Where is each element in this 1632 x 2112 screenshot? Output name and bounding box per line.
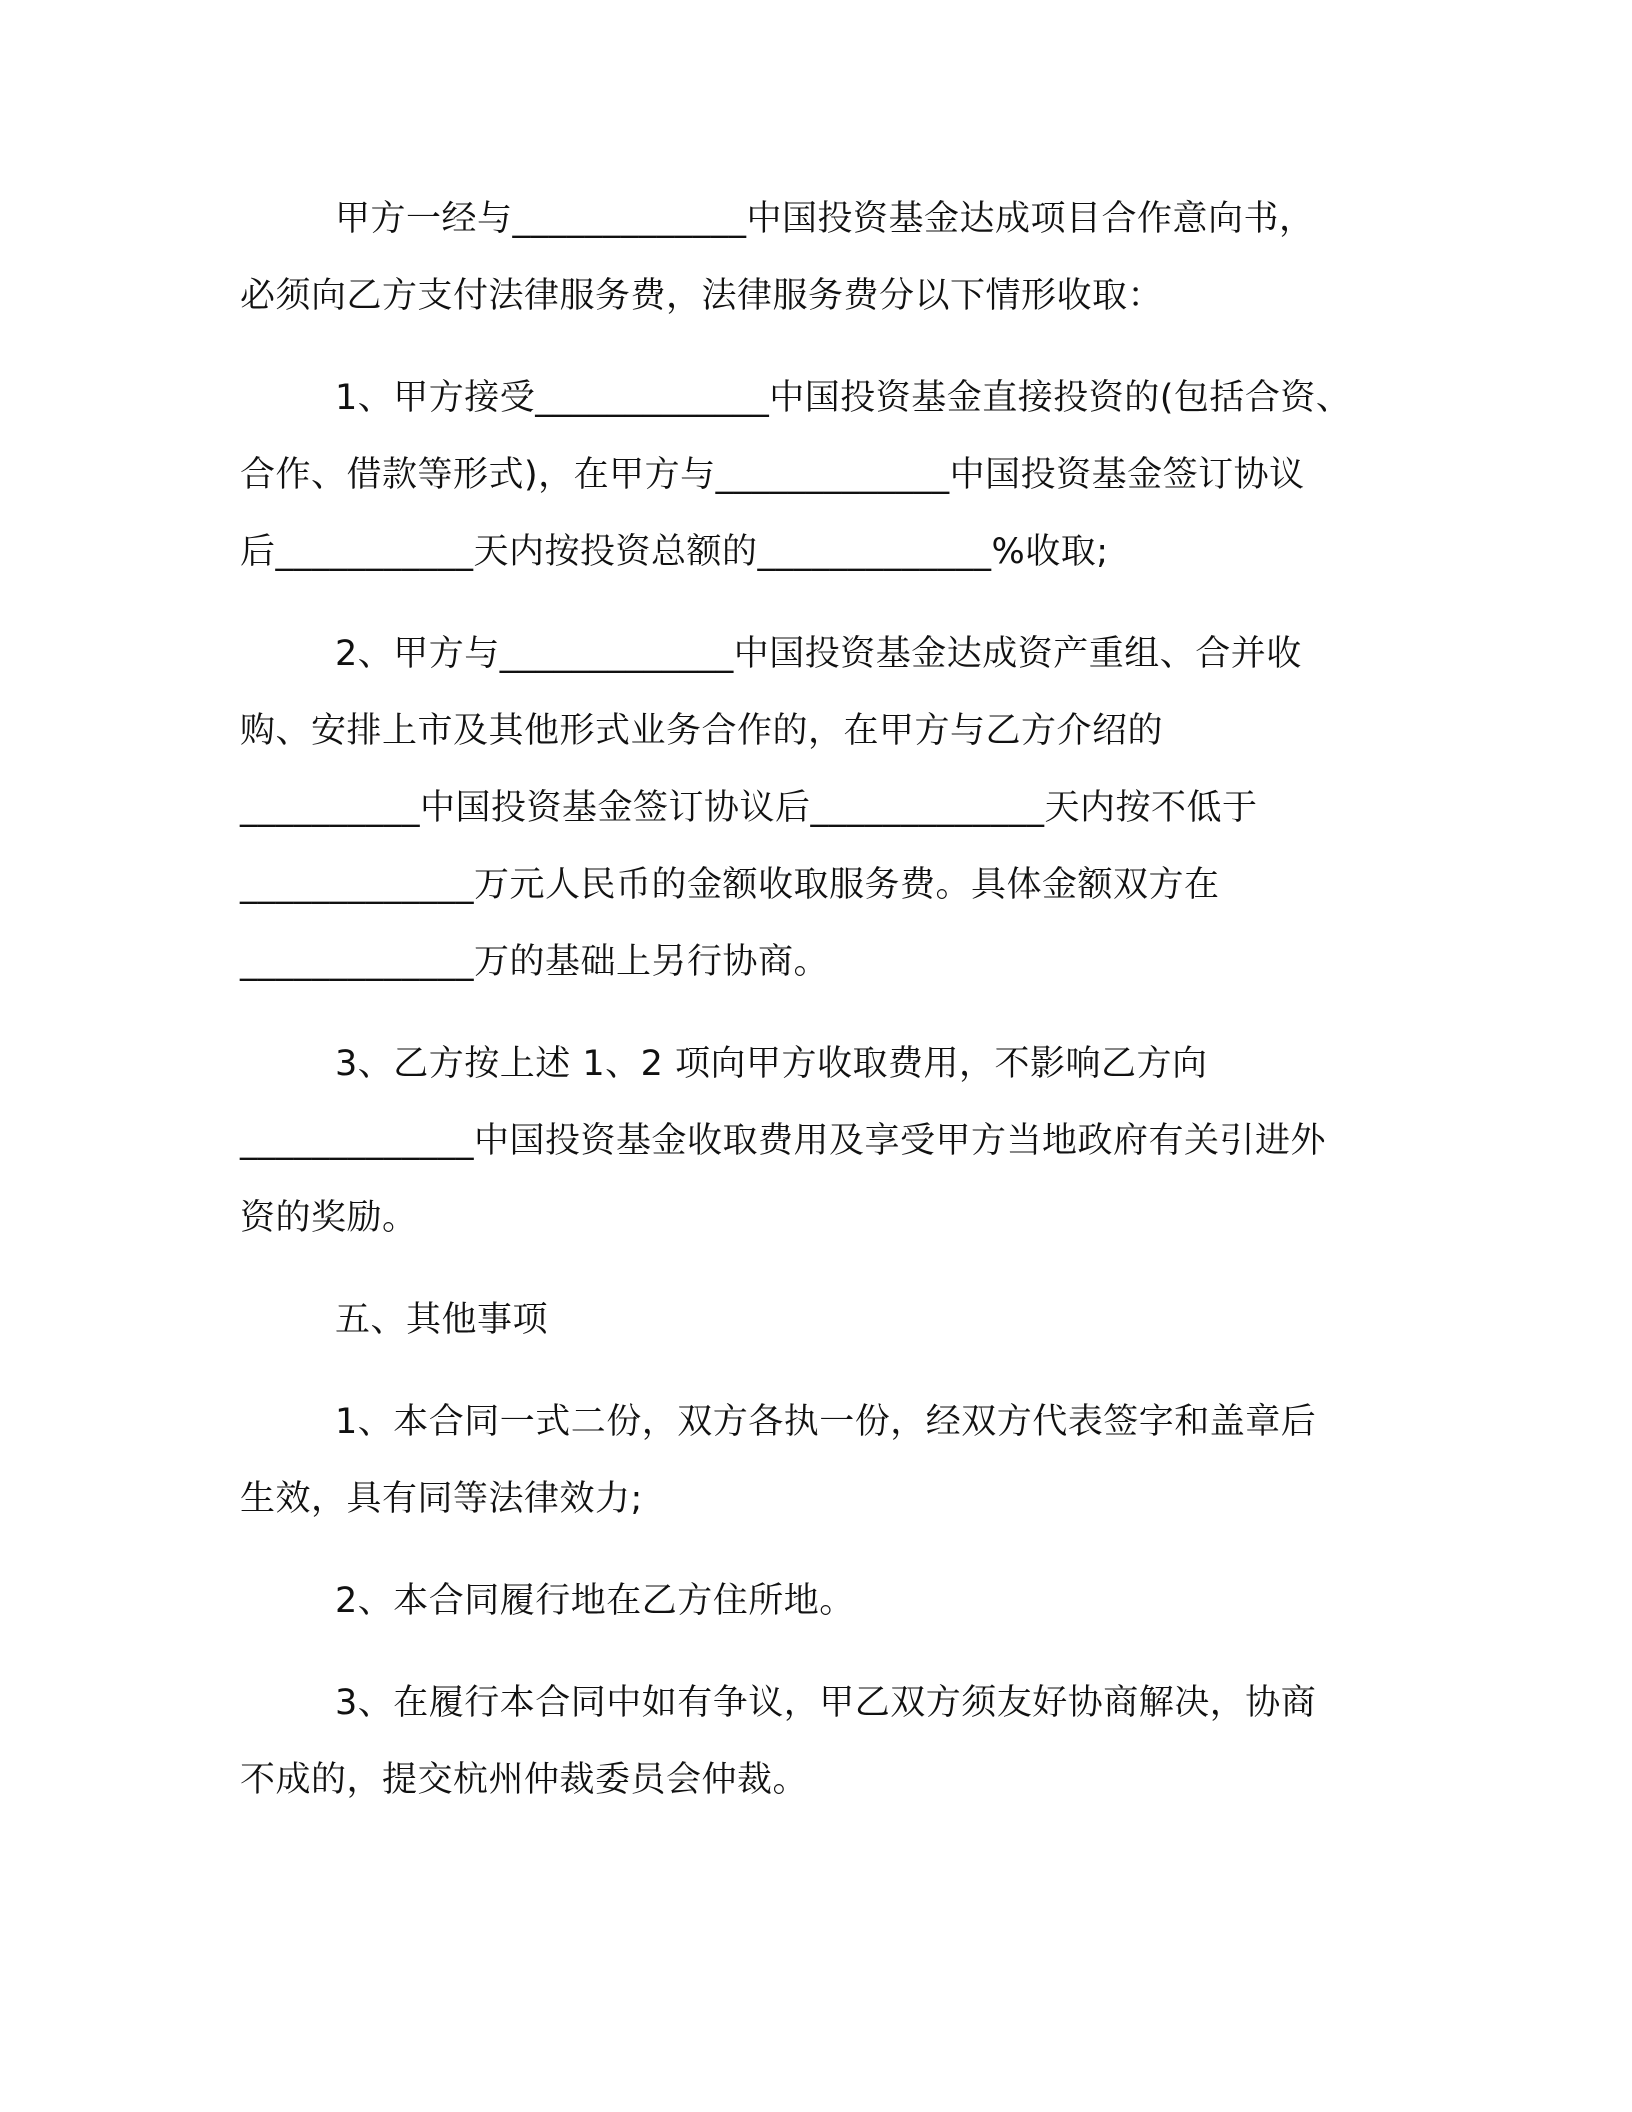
intro-line-2: 必须向乙方支付法律服务费，法律服务费分以下情形收取：	[240, 276, 1164, 316]
fee-item-3-line-1: 3、乙方按上述 1、2 项向甲方收取费用，不影响乙方向	[335, 1044, 1208, 1084]
other-item-1-line-1: 1、本合同一式二份，双方各执一份，经双方代表签字和盖章后	[335, 1402, 1317, 1442]
other-item-3-line-1: 3、在履行本合同中如有争议，甲乙双方须友好协商解决，协商	[335, 1683, 1317, 1723]
other-item-2-line-1: 2、本合同履行地在乙方住所地。	[335, 1581, 855, 1621]
fee-item-2-line-5: _____________万的基础上另行协商。	[240, 942, 830, 982]
fee-item-1-line-2: 合作、借款等形式)，在甲方与_____________中国投资基金签订协议	[240, 455, 1305, 495]
fee-item-2-line-1: 2、甲方与_____________中国投资基金达成资产重组、合并收	[335, 634, 1302, 674]
fee-item-2-line-3: __________中国投资基金签订协议后_____________天内按不低于	[240, 788, 1258, 828]
fee-item-2-line-4: _____________万元人民币的金额收取服务费。具体金额双方在	[240, 865, 1220, 905]
other-item-1-line-2: 生效，具有同等法律效力;	[240, 1479, 643, 1519]
fee-item-1-line-3: 后___________天内按投资总额的_____________%收取;	[240, 532, 1109, 572]
fee-item-2-line-2: 购、安排上市及其他形式业务合作的，在甲方与乙方介绍的	[240, 711, 1164, 751]
section-heading: 五、其他事项	[335, 1300, 549, 1340]
fee-item-3-line-2: _____________中国投资基金收取费用及享受甲方当地政府有关引进外	[240, 1121, 1327, 1161]
other-item-3-line-2: 不成的，提交杭州仲裁委员会仲裁。	[240, 1760, 809, 1800]
intro-line-1: 甲方一经与_____________中国投资基金达成项目合作意向书，	[335, 199, 1315, 239]
fee-item-3-line-3: 资的奖励。	[240, 1198, 418, 1238]
fee-item-1-line-1: 1、甲方接受_____________中国投资基金直接投资的(包括合资、	[335, 378, 1352, 418]
